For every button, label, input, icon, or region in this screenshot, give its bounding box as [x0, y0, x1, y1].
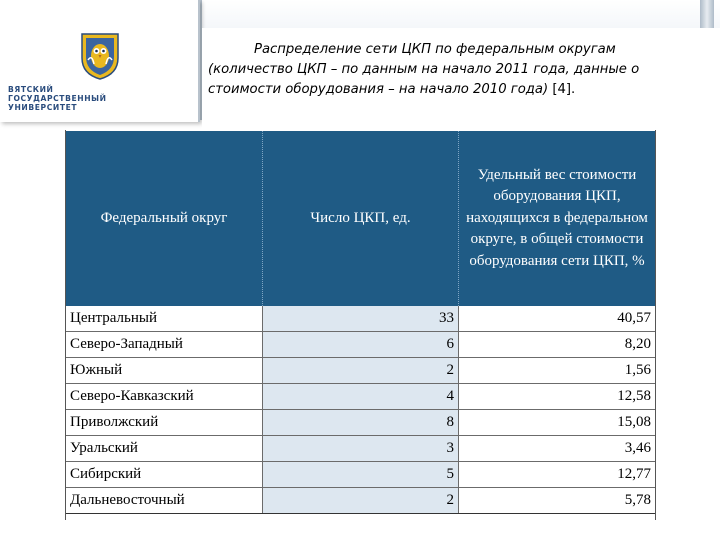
- cell-district: Дальневосточный: [66, 488, 263, 514]
- cell-district: Приволжский: [66, 410, 263, 436]
- cell-district: Сибирский: [66, 462, 263, 488]
- table-row: [66, 332, 655, 358]
- cell-count: 8: [263, 410, 459, 436]
- cell-count: 2: [263, 488, 459, 514]
- cell-share: 5,78: [459, 488, 656, 514]
- university-name-line: ГОСУДАРСТВЕННЫЙ: [8, 94, 107, 103]
- cell-district: Центральный: [66, 306, 263, 332]
- cell-count: 4: [263, 384, 459, 410]
- cell-share: 12,58: [459, 384, 656, 410]
- cell-count: 5: [263, 462, 459, 488]
- cell-district: Уральский: [66, 436, 263, 462]
- university-name-line: ВЯТСКИЙ: [8, 85, 54, 94]
- header-share: Удельный вес стоимости оборудования ЦКП, находящихся в федеральном округе, в общей стоимости оборудования сети ЦКП, %: [459, 131, 656, 306]
- caption-reference: [4].: [552, 82, 576, 97]
- cell-district: Северо-Кавказский: [66, 384, 263, 410]
- cell-count: 3: [263, 436, 459, 462]
- table-row: [66, 384, 655, 410]
- owl-crest-icon: [78, 30, 122, 80]
- header-count: Число ЦКП, ед.: [263, 131, 459, 306]
- cell-count: 33: [263, 306, 459, 332]
- cell-count: 6: [263, 332, 459, 358]
- table-row: [66, 436, 655, 462]
- table-header-row: [66, 131, 655, 306]
- university-name-line: УНИВЕРСИТЕТ: [8, 103, 78, 112]
- university-logo: [0, 0, 200, 122]
- cell-share: 40,57: [459, 306, 656, 332]
- table-row: [66, 488, 655, 514]
- slide-caption: [208, 40, 678, 100]
- cell-share: 15,08: [459, 410, 656, 436]
- districts-table: [66, 131, 655, 514]
- header-district: Федеральный округ: [66, 131, 263, 306]
- university-name: [8, 85, 194, 112]
- cell-district: Северо-Западный: [66, 332, 263, 358]
- cell-share: 8,20: [459, 332, 656, 358]
- table-row: [66, 462, 655, 488]
- cell-share: 3,46: [459, 436, 656, 462]
- table-row: [66, 306, 655, 332]
- cell-share: 1,56: [459, 358, 656, 384]
- cell-count: 2: [263, 358, 459, 384]
- table-row: [66, 410, 655, 436]
- cell-share: 12,77: [459, 462, 656, 488]
- caption-box: [202, 28, 720, 130]
- caption-text: Распределение сети ЦКП по федеральным округам (количество ЦКП – по данным на начало 2011 года, данные о стоимости оборудования – на начало 2010 года): [208, 42, 640, 97]
- table-row: [66, 358, 655, 384]
- cell-district: Южный: [66, 358, 263, 384]
